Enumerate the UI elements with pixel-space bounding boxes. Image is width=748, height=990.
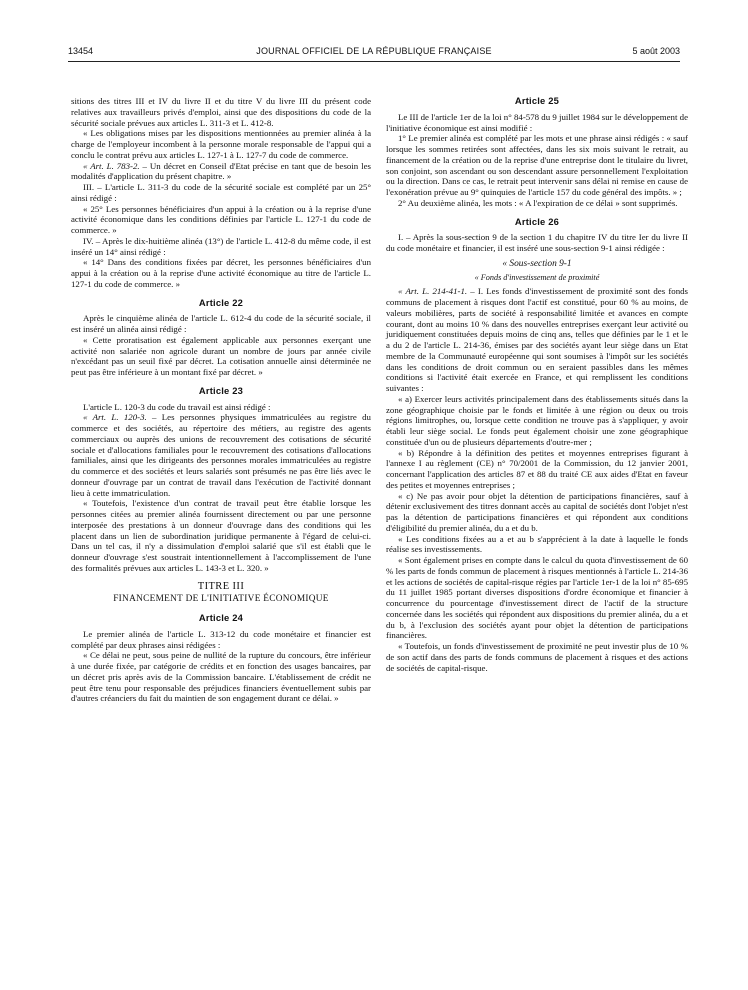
page-header bbox=[68, 46, 680, 60]
paragraph: « Les obligations mises par les dispositions mentionnées au premier alinéa à la charge de l'employeur incombent à la personne morale responsable de l'appui qui a conclu le contrat prévu aux articles L. 127-1 à L. 127-7 du code de commerce. bbox=[71, 128, 371, 160]
right-column bbox=[386, 96, 688, 673]
paragraph bbox=[386, 286, 688, 394]
paragraph: L'article L. 120-3 du code du travail est ainsi rédigé : bbox=[83, 401, 271, 412]
paragraph-text: – Un décret en Conseil d'Etat précise en tant que de besoin les modalités d'application du présent chapitre. » bbox=[71, 160, 371, 182]
paragraph: IV. – Après le dix-huitième alinéa (13°) de l'article L. 412-8 du même code, il est inséré un 14° ainsi rédigé : bbox=[71, 235, 371, 257]
paragraph bbox=[71, 412, 371, 498]
paragraph: « 14° Dans des conditions fixées par décret, les personnes bénéficiaires d'un appui à la création ou à la reprise d'une activité économique au titre de l'article L. 127-1 du code de commerce. » bbox=[71, 257, 371, 289]
paragraph bbox=[71, 161, 371, 183]
left-column bbox=[71, 96, 371, 704]
article-heading: Article 22 bbox=[198, 296, 244, 308]
article-heading: Article 25 bbox=[514, 95, 560, 106]
subsection-title: « Fonds d'investissement de proximité bbox=[474, 272, 600, 282]
article-reference: « Art. L. 120-3. bbox=[83, 412, 147, 423]
titre-heading: TITRE III bbox=[197, 580, 245, 592]
paragraph: sitions des titres III et IV du livre II et du titre V du livre III du présent code relatives aux travailleurs privés d'emploi, ainsi que des dispositions du code de la sécurité sociale prévues aux articles L. 311-3 et L. 412-8. bbox=[71, 96, 371, 128]
paragraph: I. – Après la sous-section 9 de la section 1 du chapitre IV du titre Ier du livre II du code monétaire et financier, il est inséré une sous-section 9-1 ainsi rédigée : bbox=[386, 232, 688, 253]
paragraph: « Sont également prises en compte dans le calcul du quota d'investissement de 60 % les parts de fonds commun de placement à risques mentionnés à l'article L. 214-36 et les actions de sociétés de capital-risque régies par l'article 1er-1 de la loi n° 85-695 du 11 juillet 1985 portant diverses dispositions d'ordre économique et financier à concurrence du pourcentage d'investissement direct de l'actif de la structure concernée dans les sociétés qui répondent aux dispositions du premier alinéa, du a et du b, à l'exclusion des sociétés ayant pour objet la détention de participations financières. bbox=[386, 555, 688, 641]
paragraph: Le III de l'article 1er de la loi n° 84-578 du 9 juillet 1984 sur le développement de l'initiative économique est ainsi modifié : bbox=[386, 111, 688, 133]
paragraph: « a) Exercer leurs activités principalement dans des établissements situés dans la zone géographique choisie par le fonds et limitée à une région ou deux ou trois régions limitrophes, ou, lorsque cette condition ne trouve pas à s'appliquer, y avoir établi leur siège social. Le fonds peut également choisir une zone géographique constituée d'un ou de plusieurs départements d'outre-mer ; bbox=[386, 393, 688, 447]
article-heading: Article 23 bbox=[198, 384, 244, 396]
paragraph: 2° Au deuxième alinéa, les mots : « A l'expiration de ce délai » sont supprimés. bbox=[398, 197, 678, 208]
paragraph: « b) Répondre à la définition des petites et moyennes entreprises figurant à l'annexe I au règlement (CE) n° 70/2001 de la Commission, du 12 janvier 2001, concernant l'application des articles 87 et 88 du traité CE aux aides d'Etat en faveur des petites et moyennes entreprises ; bbox=[386, 447, 688, 490]
paragraph: « c) Ne pas avoir pour objet la détention de participations financières, sauf à détenir exclusivement des titres donnant accès au capital de sociétés dont l'objet n'est pas la détention de participations financières et qui répondent aux conditions d'éligibilité du premier alinéa, du a et du b. bbox=[386, 490, 688, 533]
paragraph: « Toutefois, l'existence d'un contrat de travail peut être établie lorsque les personnes citées au premier alinéa fournissent directement ou par une personne interposée des prestations à un donneur d'ouvrage dans des conditions qui les placent dans un lien de subordination juridique permanente à l'égard de celui-ci. Dans un tel cas, il n'y a dissimulation d'emploi salarié que s'il est établi que le donneur d'ouvrage s'est soustrait intentionnellement à l'accomplissement de l'une des formalités prévues aux articles L. 143-3 et L. 320. » bbox=[71, 498, 371, 573]
article-heading: Article 26 bbox=[514, 215, 560, 227]
subsection-heading: « Sous-section 9-1 bbox=[502, 258, 572, 269]
article-reference: « Art. L. 214-41-1. bbox=[398, 286, 468, 297]
paragraph: III. – L'article L. 311-3 du code de la sécurité sociale est complété par un 25° ainsi rédigé : bbox=[71, 182, 371, 203]
page-number: 13454 bbox=[68, 46, 94, 56]
issue-date: 5 août 2003 bbox=[632, 46, 680, 56]
titre-subheading: FINANCEMENT DE L'INITIATIVE ÉCONOMIQUE bbox=[113, 594, 329, 605]
paragraph: « Les conditions fixées au a et au b s'apprécient à la date à laquelle le fonds réalise ses investissements. bbox=[386, 533, 688, 555]
paragraph-text: – I. Les fonds d'investissement de proximité sont des fonds communs de placement à risques dont l'actif est constitué, pour 60 % au moins, de valeurs mobilières, parts de société à responsabilité limitée et avances en compte courant, dont au moins 10 % dans des nouvelles entreprises exerçant leur activité ou juridiquement constituées depuis moins de cinq ans, telles que définies par le 1 et le a du 2 de l'article L. 214-36, émises par des sociétés ayant leur siège dans un Etat membre de la Communauté européenne qui sont soumises à l'impôt sur les sociétés dans les conditions de droit commun ou en seraient passibles dans les mêmes conditions si l'activité était exercée en France, et qui remplissent les conditions suivantes : bbox=[386, 286, 688, 393]
journal-title: JOURNAL OFFICIEL DE LA RÉPUBLIQUE FRANÇAISE bbox=[256, 46, 492, 56]
paragraph: Après le cinquième alinéa de l'article L. 612-4 du code de la sécurité sociale, il est inséré un alinéa ainsi rédigé : bbox=[71, 313, 371, 334]
paragraph: « 25° Les personnes bénéficiaires d'un appui à la création ou à la reprise d'une activité économique dans les conditions définies par l'article L. 127-1 du code de commerce. » bbox=[71, 203, 371, 235]
article-heading: Article 24 bbox=[198, 612, 244, 623]
paragraph: Le premier alinéa de l'article L. 313-12 du code monétaire et financier est complété par deux phrases ainsi rédigées : bbox=[71, 628, 371, 650]
paragraph: 1° Le premier alinéa est complété par les mots et une phrase ainsi rédigés : « sauf lorsque les sommes retirées sont affectées, dans les six mois suivant le retrait, au financement de la création ou de la reprise d'une entreprise dont le titulaire du livret, son conjoint, son ascendant ou son descendant assure personnellement l'exploitation ou la direction. Dans ce cas, le retrait peut intervenir sans délai ni remise en cause de l'exonération prévue au 9° quinquies de l'article 157 du code général des impôts. » ; bbox=[386, 133, 688, 197]
paragraph-text: – Les personnes physiques immatriculées au registre du commerce et des sociétés, au répertoire des métiers, au registre des agents commerciaux ou auprès des unions de recouvrement des cotisations de sécurité sociale et d'allocations familiales pour le recouvrement des cotisations d'allocations familiales, ainsi que les dirigeants des personnes morales immatriculées au registre du commerce et des sociétés et leurs salariés sont présumés ne pas être liés avec le donneur d'ouvrage par un contrat de travail dans l'exécution de l'activité donnant lieu à cette immatriculation. bbox=[71, 412, 371, 498]
paragraph: « Cette proratisation est également applicable aux personnes exerçant une activité non salariée non agricole durant un nombre de jours par année civile n'excédant pas un seuil fixé par décret. La cotisation annuelle ainsi déterminée ne peut pas être inférieure à un montant fixé par décret. » bbox=[71, 334, 371, 377]
paragraph: « Ce délai ne peut, sous peine de nullité de la rupture du concours, être inférieur à une durée fixée, par catégorie de crédits et en fonction des usages bancaires, par un décret pris après avis de la Commission bancaire. L'établissement de crédit ne peut être tenu pour responsable des préjudices financiers éventuellement subis par d'autres créanciers du fait du maintien de son engagement durant ce délai. » bbox=[71, 650, 371, 704]
article-reference: « Art. L. 783-2. bbox=[83, 160, 140, 171]
header-rule bbox=[68, 61, 680, 62]
paragraph: « Toutefois, un fonds d'investissement de proximité ne peut investir plus de 10 % de son actif dans des parts de fonds communs de placement à risques et des actions de sociétés de capital-risque. bbox=[386, 641, 688, 673]
